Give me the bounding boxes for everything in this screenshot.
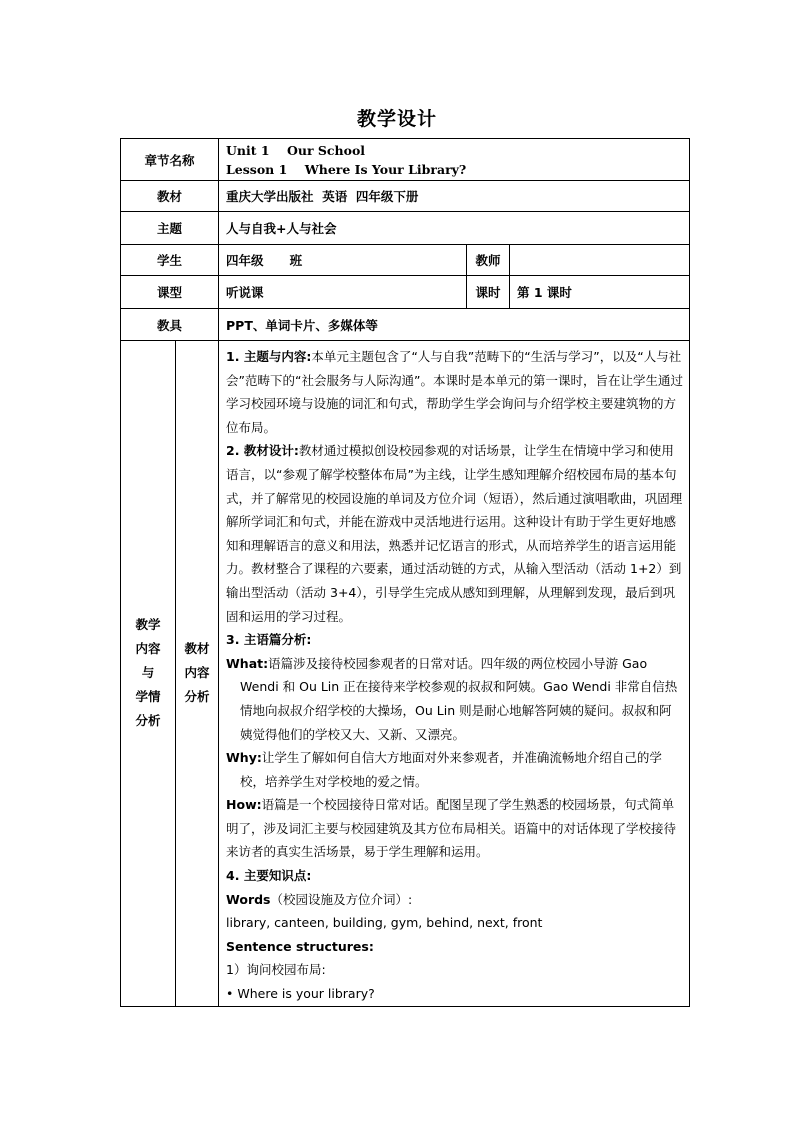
material-value: 重庆大学出版社 英语 四年级下册: [219, 181, 690, 212]
what-label: What:: [226, 655, 269, 671]
outer-label-line: 内容: [135, 641, 161, 657]
row-student: [121, 245, 690, 276]
outer-label-line: 学情: [135, 689, 161, 705]
row-analysis: [121, 341, 690, 1007]
words-label: Words: [226, 891, 271, 907]
why-paragraph: [226, 746, 683, 793]
teacher-value: [510, 245, 690, 276]
section-heading: 4. 主要知识点:: [226, 868, 312, 884]
how-text: 语篇是一个校园接待日常对话。配图呈现了学生熟悉的校园场景，句式简单明了，涉及词汇主要与校园建筑及其方位布局相关。语篇中的对话体现了学校接待来访者的真实生活场景，易于学生理解和运用。: [226, 797, 677, 860]
section-text: 教材通过模拟创设校园参观的对话场景，让学生在情境中学习和使用语言，以“参观了解学校整体布局”为主线，让学生感知理解介绍校园布局的基本句式，并了解常见的校园设施的单词及方位介词（短语），然后通过演唱歌曲，巩固理解所学词汇和句式，并能在游戏中灵活地进行运用。这种设计有助于学生更好地感知和理解语言的意义和用法，熟悉并记忆语言的形式，从而培养学生的语言运用能力。教材整合了课程的六要素，通过活动链的方式，从输入型活动（活动 1+2）到输出型活动（活动 3+4），引导学生完成从感知到理解，从理解到发现，最后到巩固和运用的学习过程。: [226, 443, 683, 624]
section-text: 本单元主题包含了“人与自我”范畴下的“生活与学习”，以及“人与社会”范畴下的“社会服务与人际沟通”。本课时是本单元的第一课时，旨在让学生通过学习校园环境与设施的词汇和句式，帮助学生学会询问与介绍学校主要建筑物的方位布局。: [226, 349, 683, 435]
inner-label-line: 内容: [184, 665, 210, 681]
what-text: 语篇涉及接待校园参观者的日常对话。四年级的两位校园小导游 Gao Wendi 和 Ou Lin 正在接待来学校参观的叔叔和阿姨。Gao Wendi 非常自信热情地向叔叔介绍学校的大操场，Ou Lin 则是耐心地解答阿姨的疑问。叔叔和阿姨觉得他们的学校又大、又新、又漂亮。: [240, 655, 678, 742]
analysis-content: [219, 341, 690, 1007]
lesson-plan-table: [120, 138, 690, 1007]
aids-value: PPT、单词卡片、多媒体等: [219, 309, 690, 341]
outer-label-line: 分析: [135, 713, 161, 729]
why-label: Why:: [226, 750, 262, 766]
row-chapter: [121, 139, 690, 181]
page-title: 教学设计: [356, 108, 437, 130]
why-text: 让学生了解如何自信大方地面对外来参观者，并准确流畅地介绍自己的学校，培养学生对学校地的爱之情。: [240, 750, 662, 789]
how-paragraph: [226, 793, 683, 864]
lesson-type-label: 课型: [121, 276, 219, 309]
inner-label-line: 教材: [184, 641, 210, 657]
lesson-type-value: 听说课: [219, 276, 467, 309]
row-theme: [121, 212, 690, 245]
sub-heading: 1）询问校园布局:: [226, 962, 326, 978]
bullet-item: • Where is your library?: [226, 986, 375, 1002]
chapter-value: [219, 139, 690, 181]
student-label: 学生: [121, 245, 219, 276]
theme-value: 人与自我+人与社会: [219, 212, 690, 245]
theme-label: 主题: [121, 212, 219, 245]
section-heading: 3. 主语篇分析:: [226, 632, 312, 648]
section-heading: 1. 主题与内容:: [226, 349, 312, 364]
section-theme: [226, 345, 683, 439]
analysis-outer-label: [121, 341, 176, 1007]
analysis-inner-label: [176, 341, 219, 1007]
chapter-label: 章节名称: [121, 139, 219, 181]
student-value: 四年级 班: [219, 245, 467, 276]
row-material: [121, 181, 690, 212]
words-list: library, canteen, building, gym, behind, next, front: [226, 915, 543, 931]
period-value: 第 1 课时: [510, 276, 690, 309]
what-paragraph: [226, 652, 683, 746]
words-line: [226, 888, 683, 912]
material-label: 教材: [121, 181, 219, 212]
unit-line: Unit 1 Our School: [226, 142, 366, 158]
words-note: （校园设施及方位介词）:: [270, 891, 413, 907]
sentence-label: Sentence structures:: [226, 938, 374, 954]
row-lesson-type: [121, 276, 690, 309]
teacher-label: 教师: [467, 245, 510, 276]
period-label: 课时: [467, 276, 510, 309]
aids-label: 教具: [121, 309, 219, 341]
lesson-line: Lesson 1 Where Is Your Library?: [226, 161, 467, 177]
row-aids: [121, 309, 690, 341]
outer-label-line: 教学: [135, 617, 161, 633]
section-heading: 2. 教材设计:: [226, 443, 299, 459]
outer-label-line: 与: [141, 665, 155, 681]
inner-label-line: 分析: [184, 689, 210, 705]
section-design: [226, 439, 683, 628]
how-label: How:: [226, 797, 262, 813]
